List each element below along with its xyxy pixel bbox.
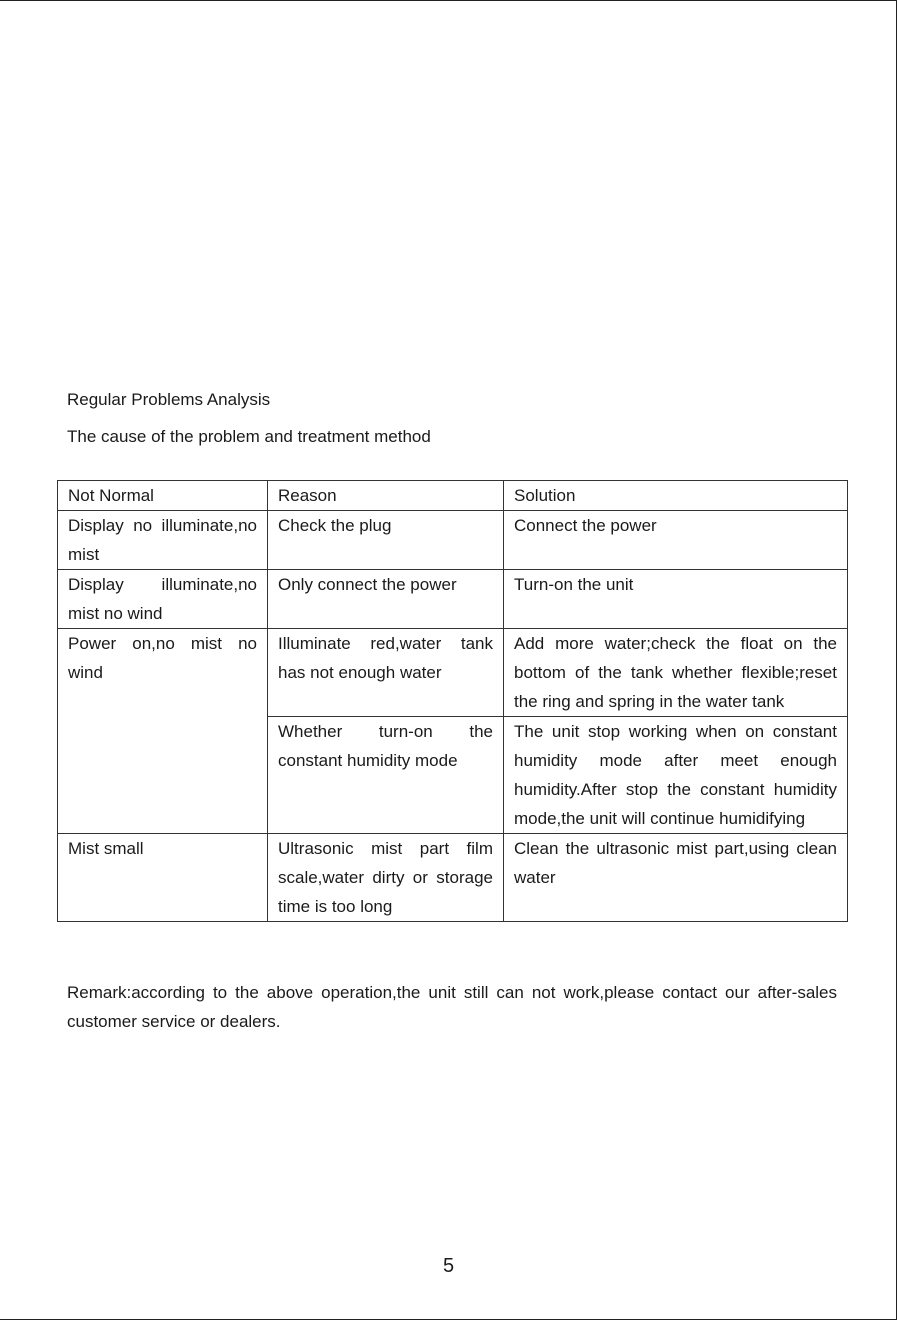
header-reason: Reason bbox=[268, 481, 504, 511]
cell-solution: Connect the power bbox=[504, 511, 848, 570]
table-header-row bbox=[58, 481, 848, 511]
section-title: Regular Problems Analysis bbox=[67, 390, 271, 409]
header-not-normal: Not Normal bbox=[58, 481, 268, 511]
cell-reason: Ultrasonic mist part film scale,water dirty or storage time is too long bbox=[268, 834, 504, 922]
cell-not-normal: Power on,no mist no wind bbox=[58, 629, 268, 834]
cell-solution: Add more water;check the float on the bottom of the tank whether flexible;reset the ring and spring in the water tank bbox=[504, 629, 848, 717]
table-row bbox=[58, 834, 848, 922]
section-subtitle: The cause of the problem and treatment method bbox=[67, 427, 431, 446]
cell-reason: Illuminate red,water tank has not enough water bbox=[268, 629, 504, 717]
table-row bbox=[58, 629, 848, 717]
cell-not-normal: Display illuminate,no mist no wind bbox=[58, 570, 268, 629]
cell-solution: The unit stop working when on constant humidity mode after meet enough humidity.After stop the constant humidity mode,the unit will continue humidifying bbox=[504, 717, 848, 834]
cell-solution: Clean the ultrasonic mist part,using clean water bbox=[504, 834, 848, 922]
problems-table bbox=[57, 480, 848, 922]
page-number: 5 bbox=[442, 1255, 455, 1277]
cell-reason: Only connect the power bbox=[268, 570, 504, 629]
cell-solution: Turn-on the unit bbox=[504, 570, 848, 629]
cell-reason: Whether turn-on the constant humidity mode bbox=[268, 717, 504, 834]
table-row bbox=[58, 570, 848, 629]
cell-not-normal: Mist small bbox=[58, 834, 268, 922]
cell-reason: Check the plug bbox=[268, 511, 504, 570]
remark-text: Remark:according to the above operation,the unit still can not work,please contact our after-sales customer service or dealers. bbox=[67, 983, 837, 1031]
cell-not-normal: Display no illuminate,no mist bbox=[58, 511, 268, 570]
header-solution: Solution bbox=[504, 481, 848, 511]
table-row bbox=[58, 511, 848, 570]
